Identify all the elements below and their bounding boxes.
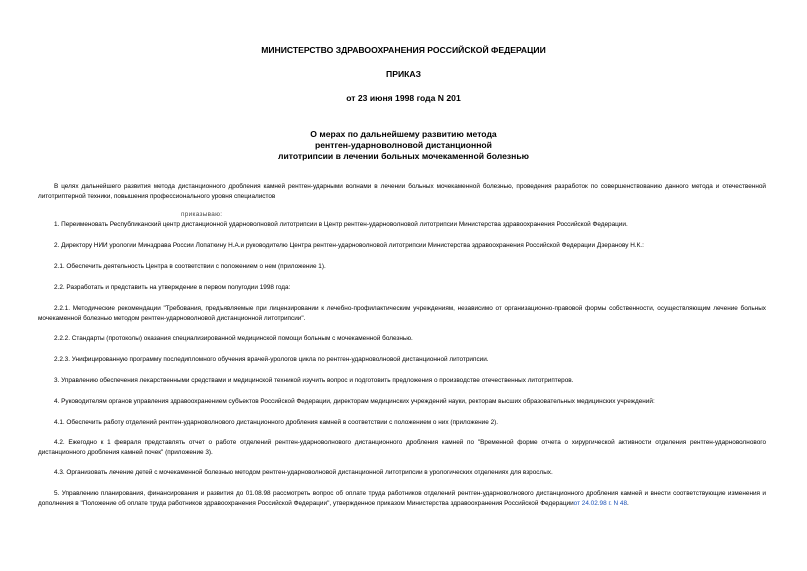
document-date-number: от 23 июня 1998 года N 201 bbox=[346, 93, 461, 103]
ministry-heading: МИНИСТЕРСТВО ЗДРАВООХРАНЕНИЯ РОССИЙСКОЙ ФЕДЕРАЦИИ bbox=[261, 45, 546, 55]
order-word: приказываю: bbox=[181, 211, 223, 218]
item-4-1: 4.1. Обеспечить работу отделений рентген-ударноволнового дистанционного дробления камней в соответствии с положением о них (приложение 2). bbox=[54, 419, 499, 426]
title-line-1: О мерах по дальнейшему развитию метода bbox=[310, 129, 497, 139]
item-2-2-3: 2.2.3. Унифицированную программу последипломного обучения врачей-урологов цикла по рентген-ударноволновой дистанционной литотрипсии. bbox=[54, 356, 489, 363]
item-2: 2. Директору НИИ урологии Минздрава России Лопаткину Н.А.и руководителю Центра рентген-ударноволновой литотрипсии Министерства здравоохранения Российской Федерации Дзеранову Н.К.: bbox=[54, 242, 644, 249]
item-3: 3. Управлению обеспечения лекарственными средствами и медицинской техникой изучить вопрос и подготовить предложения о производстве отечественных литотриптеров. bbox=[54, 377, 574, 384]
document-type: ПРИКАЗ bbox=[386, 69, 421, 79]
item-4-3: 4.3. Организовать лечение детей с мочекаменной болезнью методом рентген-ударноволновой дистанционной литотрипсии в урологических отделениях для взрослых. bbox=[54, 469, 553, 476]
item-5-text: 5. Управлению планирования, финансирования и развития до 01.08.98 рассмотреть вопрос об оплате труда работников отделений рентген-ударноволнового дистанционного дробления камней и внести соответствующие изменения и дополнения в "Положение об оплате труда работников здравоохранения Российской Федерации", утвержденное приказом Министерства здравоохранения Российской Федерации bbox=[38, 490, 766, 507]
item-5 bbox=[38, 489, 766, 509]
item-2-2-1: 2.2.1. Методические рекомендации "Требования, предъявляемые при лицензировании к лечебно-профилактическим учреждениям, независимо от организационно-правовой формы собственности, осуществляющим лечение больных мочекаменной болезнью методом рентген-ударноволновой дистанционной литотрипсии". bbox=[38, 305, 766, 322]
title-line-3: литотрипсии в лечении больных мочекаменной болезнью bbox=[278, 151, 529, 161]
preamble: В целях дальнейшего развития метода дистанционного дробления камней рентген-ударными волнами в лечении больных мочекаменной болезнью, проведения разработок по совершенствованию данного метода и отечественной литотриптерной техники, повышения профессионального уровня специалистов bbox=[38, 183, 766, 200]
item-5-end: . bbox=[627, 500, 629, 507]
order-48-link[interactable]: от 24.02.98 г. N 48 bbox=[573, 500, 628, 507]
title-line-2: рентген-ударноволновой дистанционной bbox=[315, 140, 492, 150]
item-2-1: 2.1. Обеспечить деятельность Центра в соответствии с положением о нем (приложение 1). bbox=[54, 263, 326, 270]
item-2-2: 2.2. Разработать и представить на утверждение в первом полугодии 1998 года: bbox=[54, 284, 291, 291]
item-4: 4. Руководителям органов управления здравоохранением субъектов Российской Федерации, директорам медицинских учреждений науки, ректорам высших образовательных медицинских учреждений: bbox=[54, 398, 655, 405]
item-4-2: 4.2. Ежегодно к 1 февраля представлять отчет о работе отделений рентген-ударноволнового дистанционного дробления камней по "Временной форме отчета о хирургической активности отделения рентген-ударноволнового дистанционного дробления камней почек" (приложение 3). bbox=[38, 439, 766, 456]
item-2-2-2: 2.2.2. Стандарты (протоколы) оказания специализированной медицинской помощи больным с мочекаменной болезнью. bbox=[54, 335, 413, 342]
item-1: 1. Переименовать Республиканский центр дистанционной ударноволновой литотрипсии в Центр рентген-ударноволновой литотрипсии Министерства здравоохранения Российской Федерации. bbox=[54, 221, 628, 228]
